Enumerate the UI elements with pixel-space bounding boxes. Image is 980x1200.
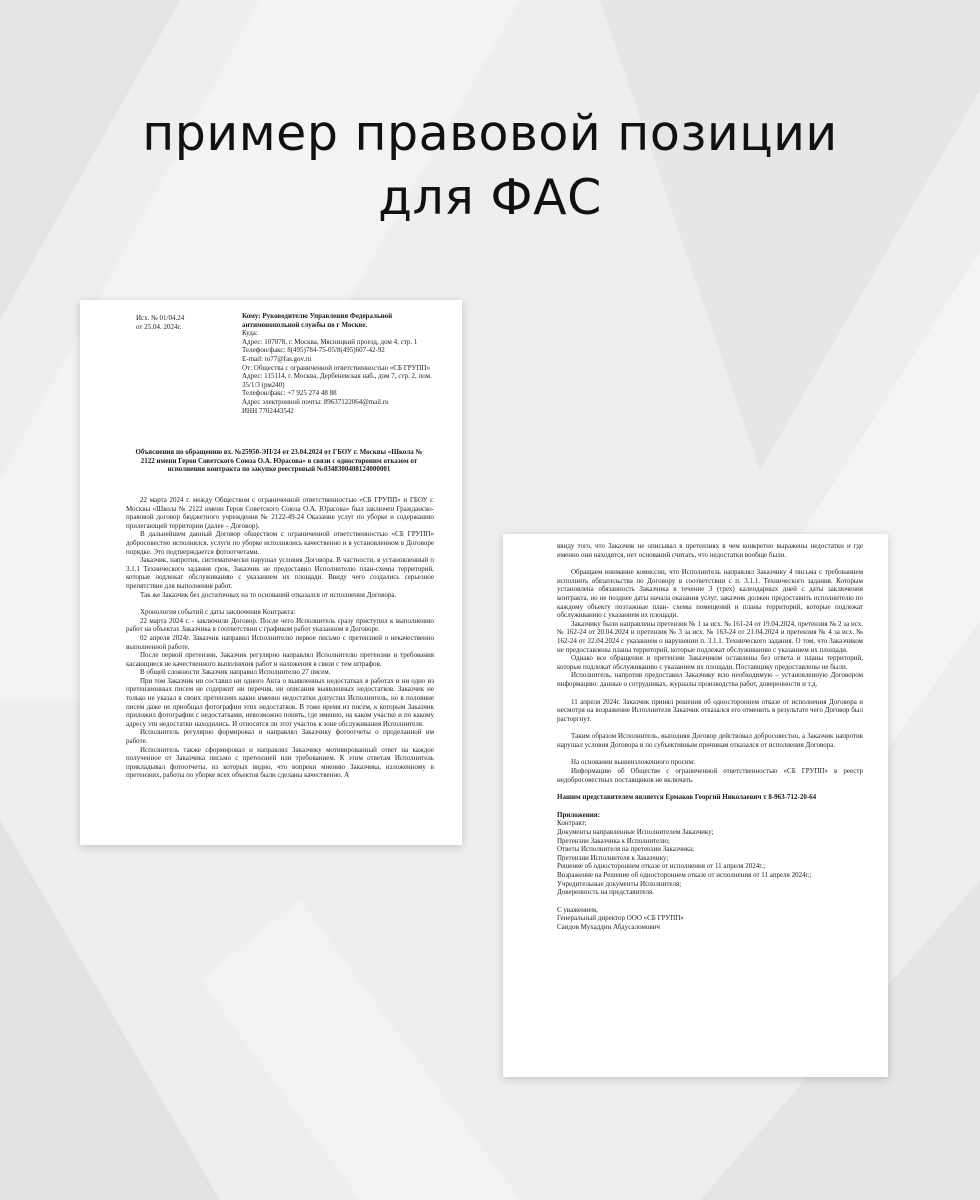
page-title-line-2: для ФАС (378, 169, 602, 226)
paragraph: Так же Заказчик без достаточных на то оснований отказался от исполнения Договора. (140, 590, 397, 599)
addressee-line: ИНН 7702443542 (242, 406, 294, 415)
paragraph: ввиду того, что Заказчик не описывал в претензиях в чем конкретно выражены недостатки и где именно они находятся, нет оснований считать, что недостатки вообще были. (557, 542, 863, 559)
paragraph: Информацию об Обществе с ограниченной ответственностью «СБ ГРУПП» в реестр недобросовестных поставщиков не включать. (557, 767, 863, 784)
paragraph: Исполнитель, напротив предоставил Заказчику всю необходимую – установленную Договором информацию: данные о сотрудниках, журналы производства работ, доверенности и т.д. (557, 671, 863, 688)
attachment-item: Ответы Исполнителя на претензии Заказчика; (557, 845, 695, 854)
paragraph: Хронология событий с даты заключения Контракта: (140, 608, 296, 617)
paragraph: Обращаем внимание комиссии, что Исполнитель направлял Заказчику 4 письма с требованием исполнить обязательства по Договору в соответствии с п. 3.1.1. Технического задания. Которым установлена обязанность Заказчика в течение 3 (трех) календарных дней с даты заключения контракта, но не позднее даты начала оказания услуг, заказчик должен предоставить исполнителю по каждому объекту поэтажные план- схемы помещений и планы территорий, которые подлежат обслуживанию с указанием их площади. (557, 568, 863, 620)
page-title-line-1: пример правовой позиции (142, 105, 838, 162)
document-body-1 (126, 496, 434, 780)
attachments-list (557, 811, 863, 897)
addressee-line: E-mail: to77@fas.gov.ru (242, 354, 312, 363)
attachment-item: Решение об одностороннем отказе от исполнения от 11 апреля 2024г.; (557, 862, 766, 871)
addressee-line: Адрес: 107078, г. Москва, Мясницкий проезд, дом 4, стр. 1 (242, 337, 418, 346)
signature-line: Саидов Мухаддин Абдусаломович (557, 922, 660, 931)
paragraph: 11 апреля 2024г. Заказчик принял решения об одностороннем отказе от исполнения Договора и несмотря на возражение Исполнителя Заказчик отказался его отменить в результате чего Договор был расторгнут. (557, 697, 863, 723)
paragraph: Исполнитель регулярно формировал и направлял Заказчику фотоотчеты о проделанной им работе. (126, 728, 434, 746)
ref-number: Исх. № 01/04.24 (136, 314, 185, 322)
addressee-line: Кому: Руководителю Управления Федеральной антимонопольной службы по г Москве. (242, 312, 393, 329)
document-page-2 (503, 534, 888, 1077)
attachment-item: Претензии Заказчика к Исполнителю; (557, 836, 670, 845)
attachment-item: Документы направленные Исполнителем Заказчику; (557, 828, 714, 837)
paragraph: Однако все обращения и претензии Заказчиком оставлены без ответа и планы территорий, которые подлежат обслуживанию с указанием их площади, Поставщику предоставлены не были. (557, 654, 863, 671)
addressee-line: Телефон/факс: 8(495)784-75-05/8(495)607-42-92 (242, 346, 385, 355)
document-page-1 (80, 300, 462, 845)
paragraph: Заказчик, напротив, систематически нарушал условия Договора. В частности, в установленный п 3.1.1 Технического задания срок, Заказчик не предоставил Исполнителю план-схемы территорий, которые подлежат обслуживанию с указанием их площади. Ввиду чего создались серьезное препятствие для выполнения работ. (126, 556, 434, 590)
paragraph: В общей сложности Заказчик направил Исполнителю 27 писем. (140, 668, 331, 677)
paragraph: В дальнейшем данный Договор обществом с ограниченной ответственностью «СБ ГРУПП» добросовестно исполнялся, услуги по уборке исполнялись качественно и в установленном в Договоре порядке. Это подтверждается фотоотчетами. (126, 530, 434, 556)
paragraph: На основании вышеизложенного просим: (571, 758, 696, 767)
representative-line: Нашим представителем является Ермаков Георгий Николаевич т 8-963-712-20-64 (557, 793, 817, 802)
attachments-title: Приложения: (557, 810, 600, 819)
attachment-item: Возражение на Решение об одностороннем отказе от исполнения от 11 апреля 2024г.; (557, 871, 812, 879)
attachment-item: Претензии Исполнителя к Заказчику; (557, 853, 669, 862)
paragraph: 22 марта 2024 г. - заключили Договор. После чего Исполнитель сразу приступил к выполнению работ на объектах Заказчика в соответствии с графиком работ указанном в Договоре. (126, 616, 434, 634)
addressee-line: Куда: (242, 329, 258, 338)
paragraph: 02 апреля 2024г. Заказчик направил Исполнителю первое письмо с претензией о некачественно выполненной работе. (126, 633, 434, 651)
paragraph: 22 марта 2024 г. между Обществом с ограниченной ответственностью «СБ ГРУПП» и ГБОУ г. Москвы «Школа № 2122 имени Героя Советского Союза О.А. Юрасова» был заключен Гражданско-правовой договор бюджетного учреждения № 2122-49-24 Оказание услуг по уборке и содержанию прилегающей территории (далее – Договор). (126, 496, 434, 530)
document-body-2 (557, 542, 863, 932)
signature-line: Генеральный директор ООО «СБ ГРУПП» (557, 914, 684, 923)
paragraph: После первой претензии, Заказчик регулярно направлял Исполнителю претензии и требования касающиеся не качественного выполнения работ и наложения в связи с тем штрафов. (126, 651, 434, 668)
document-subject: Объяснения по обращению вх. №25950-ЭП/24 от 23.04.2024 от ГБОУ г. Москвы «Школа № 2122 имени Героя Советского Союза О.А. Юрасова» в связи с одностороним отказом от исполнения контракта по закупке реестровый №0348300408124000001 (135, 448, 423, 474)
paragraph: При том Заказчик ни составил ни одного Акта о выявленных недостатках в работах и ни одно из претензионных писем не содержит ни перечня, ни описания выявленных недостатков. Заказчик не только не указал в своих претензиях какие именно недостатки допустил Исполнитель, но в половине писем даже не приобщал фотографии этих недостатков. В тоже время из писем, к которым Заказчик приложил фотографии с недостатками, невозможно понять, где именно, на каком участке и по какому адресу эти недостатки находились. И относятся ли этот участок к зоне обслуживания Исполнителя. (126, 676, 434, 728)
paragraph: Исполнитель также сформировал и направлял Заказчику мотивированный ответ на каждое полученное от Заказчика письмо с претензией или требованием. К этим ответам Исполнитель прикладывал фотоотчеты, из которых видно, что вопреки мнению Заказчика, изложенному в претензиях, работы по уборке всех объектов были сделаны качественно. А (126, 745, 434, 780)
addressee-line: Телефон/факс: +7 925 274 48 88 (242, 389, 337, 398)
addressee-block (242, 312, 442, 415)
ref-date: от 25.04. 2024г. (136, 322, 182, 331)
attachment-item: Контракт; (557, 819, 587, 828)
paragraph: Таким образом Исполнитель, выполняя Договор действовал добросовестно, а Заказчик напротив нарушал условия Договора и по субъективным причинам отказался от исполнения Договора. (557, 732, 863, 749)
addressee-line: Адрес электронной почты: 89637122064@mail.ru (242, 397, 389, 406)
paragraph: Заказчику были направлены претензия № 1 за исх. № 161-24 от 19.04.2024, претензия № 2 за исх. № 162-24 от 20.04.2024 и претензия № 3 за исх. № 163-24 от 21.04.2024 и претензия № 4 за исх. № 162-24 от 22.04.2024 с указанием о нарушении п. 3.1.1. Технического задания. О том, что Заказчиком не предоставлены планы территорий, которые подлежат обслуживанию с указанием их площади. (557, 619, 863, 654)
addressee-line: От: Общества с ограниченной ответственностью «СБ ГРУПП» (242, 363, 431, 372)
addressee-line: Адрес: 115114, г. Москва, Дербеневская наб., дом 7, стр. 2, пом. 35/1/3 (рм240) (242, 372, 432, 389)
page-title (0, 102, 980, 230)
attachment-item: Доверенность на представителя. (557, 888, 654, 897)
outgoing-reference (136, 314, 196, 331)
signature-line: С уважением, (557, 905, 598, 914)
attachment-item: Учредительные документы Исполнителя; (557, 879, 682, 888)
signature-block (557, 906, 863, 932)
